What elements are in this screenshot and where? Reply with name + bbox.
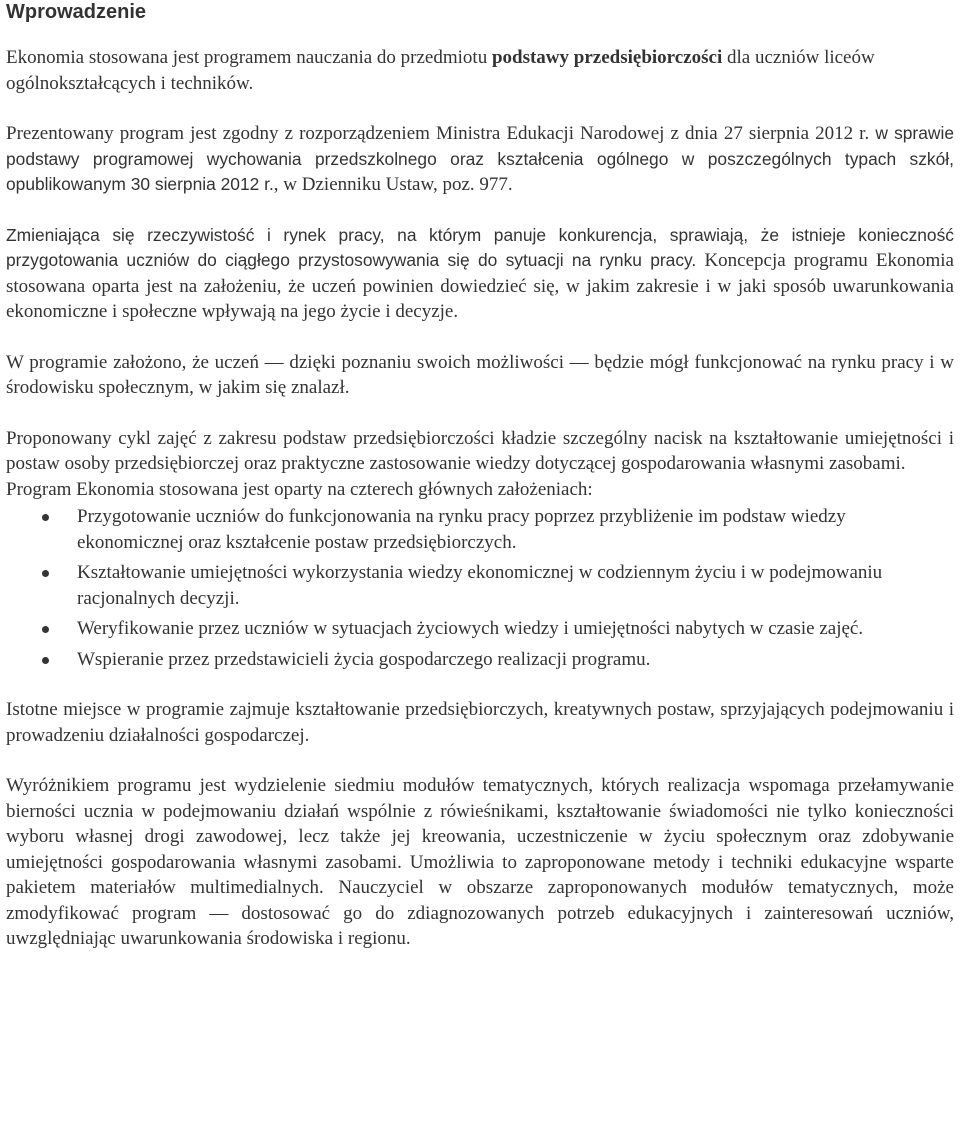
cycle-paragraph: Proponowany cykl zajęć z zakresu podstaw przedsiębiorczości kładzie szczególny nacisk na kształtowanie umiejętności i postaw osoby przedsiębiorczej oraz praktyczne zastosowanie wiedzy dotyczącej gospodarowania własnymi zasobami. — [6, 427, 954, 474]
concept-text: Koncepcja programu Ekonomia stosowana oparta jest na założeniu, że uczeń powinien dowiedzieć się, w jakim zakresie i w jaki sposób uwarunkowania ekonomiczne i społeczne wpływają na jego życie i decyzje. — [6, 250, 954, 322]
list-item-text: Weryfikowanie przez uczniów w sytuacjach życiowych wiedzy i umiejętności nabytych w czasie zajęć. — [77, 618, 864, 639]
bullet-icon — [42, 626, 49, 633]
program-lead-paragraph: Program Ekonomia stosowana jest oparty na czterech głównych założeniach: — [6, 478, 593, 500]
labor-market-text: Zmieniająca się rzeczywistość i rynek pracy, na którym panuje konkurencja, sprawiają, że istnieje konieczność przygotowania uczniów do ciągłego przystosowywania się do sytuacji na rynku pracy. — [6, 224, 954, 270]
list-item — [6, 647, 954, 673]
regulation-reference: , w Dzienniku Ustaw, poz. 977. — [273, 174, 513, 195]
regulation-paragraph — [6, 121, 954, 198]
list-item-text: Wspieranie przez przedstawicieli życia gospodarczego realizacji programu. — [77, 648, 651, 670]
bullet-icon — [42, 514, 49, 521]
subject-name: podstawy przedsiębiorczości — [491, 47, 723, 68]
modules-paragraph: Wyróżnikiem programu jest wydzielenie siedmiu modułów tematycznych, których realizacja wspomaga przełamywanie bierności ucznia w podejmowaniu działań wspólnie z rówieśnikami, kształtowanie świadomości nie tylko konieczności wyboru własnej drogi zawodowej, lecz także jej kreowania, uczestniczenie w życiu społecznym oraz zdobywanie umiejętności gospodarowania własnymi zasobami. Umożliwia to zaproponowane metody i techniki edukacyjne wsparte pakietem materiałów multimedialnych. Nauczyciel w obszarze zaproponowanych modułów tematycznych, może zmodyfikować program — dostosować go do zdiagnozowanych potrzeb edukacyjnych i zainteresowań uczniów, uwzględniając uwarunkowania środowiska i regionu. — [6, 775, 954, 949]
list-item — [6, 616, 954, 642]
list-item-text: Przygotowanie uczniów do funkcjonowania na rynku pracy poprzez przybliżenie im podstaw wiedzy ekonomicznej oraz kształcenie postaw przedsiębiorczych. — [77, 506, 846, 553]
list-item — [6, 504, 954, 555]
regulation-title: w sprawie podstawy programowej wychowania przedszkolnego oraz kształcenia ogólnego w poszczególnych typach szkół, opublikowanym 30 sierpnia 2012 r. — [6, 123, 954, 194]
assumption-paragraph: W programie założono, że uczeń — dzięki poznaniu swoich możliwości — będzie mógł funkcjonować na rynku pracy i w środowisku społecznym, w jakim się znalazł. — [6, 351, 954, 398]
intro-text-before: Ekonomia stosowana jest programem nauczania do przedmiotu — [6, 47, 492, 68]
attitudes-paragraph: Istotne miejsce w programie zajmuje kształtowanie przedsiębiorczych, kreatywnych postaw, sprzyjających podejmowaniu i prowadzeniu działalności gospodarczej. — [6, 699, 954, 746]
bullet-icon — [42, 570, 49, 577]
list-item — [6, 560, 954, 611]
reality-paragraph — [6, 223, 954, 325]
regulation-text: Prezentowany program jest zgodny z rozporządzeniem Ministra Edukacji Narodowej z dnia 27 sierpnia 2012 r. — [6, 123, 870, 144]
bullet-icon — [42, 657, 49, 664]
list-item-text: Kształtowanie umiejętności wykorzystania wiedzy ekonomicznej w codziennym życiu i w podejmowaniu racjonalnych decyzji. — [77, 562, 883, 609]
page-title: Wprowadzenie — [6, 1, 147, 23]
intro-paragraph — [6, 45, 954, 96]
assumptions-list — [6, 504, 954, 672]
intro-text-after: dla uczniów liceów ogólnokształcących i techników. — [6, 47, 875, 94]
